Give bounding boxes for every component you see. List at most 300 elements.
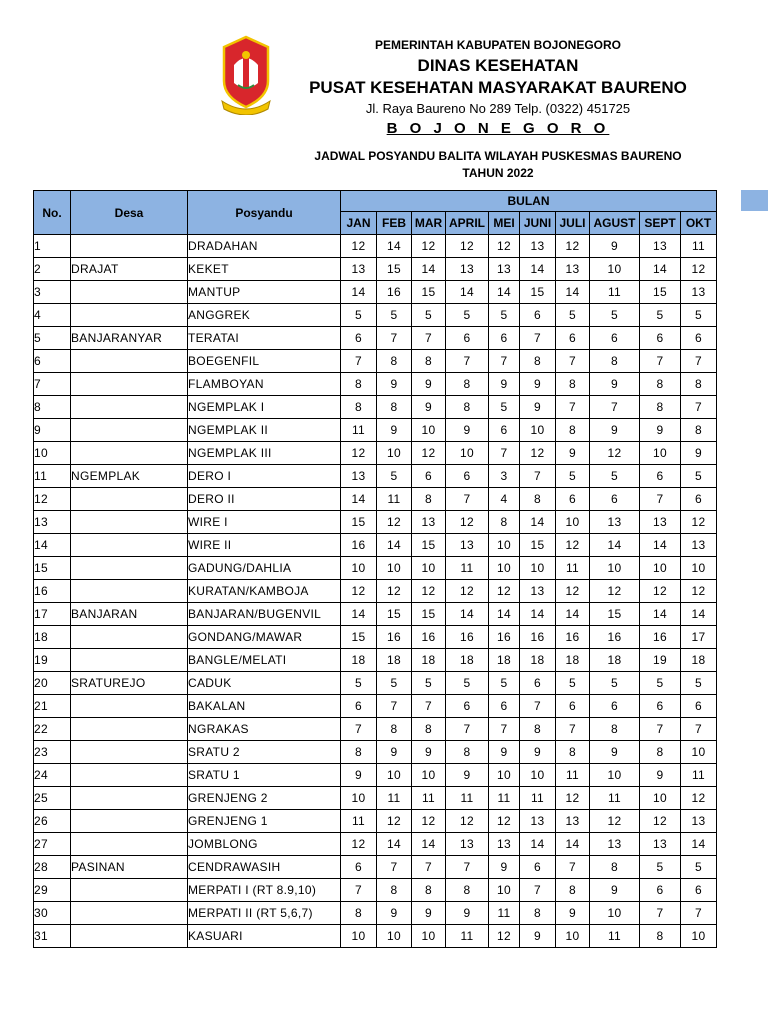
schedule-date-cell: 16 <box>640 626 681 649</box>
schedule-date-cell: 9 <box>590 419 640 442</box>
schedule-date-cell: 9 <box>489 741 520 764</box>
column-header-no: No. <box>34 191 71 235</box>
schedule-date-cell: 14 <box>341 281 377 304</box>
schedule-date-cell: 9 <box>377 373 412 396</box>
table-row <box>34 902 717 925</box>
schedule-date-cell: 5 <box>556 465 590 488</box>
desa-cell <box>71 281 188 304</box>
schedule-date-cell: 11 <box>489 902 520 925</box>
schedule-date-cell: 16 <box>377 281 412 304</box>
column-header-desa: Desa <box>71 191 188 235</box>
document-header <box>0 0 768 190</box>
schedule-date-cell: 12 <box>341 235 377 258</box>
table-row <box>34 672 717 695</box>
schedule-date-cell: 6 <box>640 879 681 902</box>
schedule-date-cell: 5 <box>489 672 520 695</box>
desa-cell <box>71 534 188 557</box>
schedule-date-cell: 10 <box>446 442 489 465</box>
table-row <box>34 442 717 465</box>
schedule-date-cell: 11 <box>446 925 489 948</box>
table-row <box>34 258 717 281</box>
schedule-date-cell: 12 <box>556 580 590 603</box>
schedule-date-cell: 10 <box>590 258 640 281</box>
schedule-date-cell: 8 <box>412 718 446 741</box>
schedule-date-cell: 12 <box>412 235 446 258</box>
schedule-date-cell: 8 <box>412 488 446 511</box>
schedule-date-cell: 5 <box>377 304 412 327</box>
schedule-date-cell: 5 <box>681 465 717 488</box>
schedule-date-cell: 16 <box>341 534 377 557</box>
schedule-date-cell: 15 <box>412 534 446 557</box>
schedule-date-cell: 14 <box>681 833 717 856</box>
posyandu-name: BANJARAN/BUGENVIL <box>188 603 341 626</box>
schedule-date-cell: 7 <box>489 442 520 465</box>
posyandu-name: BANGLE/MELATI <box>188 649 341 672</box>
schedule-date-cell: 10 <box>341 557 377 580</box>
schedule-date-cell: 5 <box>489 304 520 327</box>
schedule-date-cell: 12 <box>412 580 446 603</box>
schedule-date-cell: 9 <box>446 902 489 925</box>
schedule-date-cell: 12 <box>681 258 717 281</box>
posyandu-name: DERO II <box>188 488 341 511</box>
document-title: JADWAL POSYANDU BALITA WILAYAH PUSKESMAS BAURENO <box>314 149 682 163</box>
schedule-date-cell: 9 <box>590 373 640 396</box>
column-header-posyandu: Posyandu <box>188 191 341 235</box>
schedule-date-cell: 7 <box>489 718 520 741</box>
posyandu-name: MERPATI II (RT 5,6,7) <box>188 902 341 925</box>
schedule-date-cell: 6 <box>446 465 489 488</box>
schedule-date-cell: 7 <box>341 879 377 902</box>
row-number: 25 <box>34 787 71 810</box>
schedule-date-cell: 5 <box>377 672 412 695</box>
schedule-date-cell: 8 <box>640 396 681 419</box>
schedule-date-cell: 18 <box>556 649 590 672</box>
schedule-date-cell: 12 <box>556 534 590 557</box>
row-number: 3 <box>34 281 71 304</box>
row-number: 21 <box>34 695 71 718</box>
schedule-date-cell: 6 <box>520 304 556 327</box>
posyandu-name: GRENJENG 2 <box>188 787 341 810</box>
desa-cell <box>71 419 188 442</box>
schedule-date-cell: 6 <box>446 695 489 718</box>
schedule-date-cell: 7 <box>556 718 590 741</box>
schedule-date-cell: 5 <box>681 304 717 327</box>
schedule-date-cell: 6 <box>520 672 556 695</box>
schedule-date-cell: 16 <box>520 626 556 649</box>
schedule-date-cell: 6 <box>489 327 520 350</box>
schedule-date-cell: 18 <box>590 649 640 672</box>
row-number: 11 <box>34 465 71 488</box>
schedule-date-cell: 5 <box>640 672 681 695</box>
posyandu-name: FLAMBOYAN <box>188 373 341 396</box>
row-number: 29 <box>34 879 71 902</box>
posyandu-name: CADUK <box>188 672 341 695</box>
schedule-date-cell: 7 <box>446 856 489 879</box>
posyandu-name: KURATAN/KAMBOJA <box>188 580 341 603</box>
schedule-date-cell: 15 <box>520 534 556 557</box>
schedule-date-cell: 6 <box>681 327 717 350</box>
schedule-date-cell: 5 <box>590 465 640 488</box>
address-line: Jl. Raya Baureno No 289 Telp. (0322) 451725 <box>365 101 631 116</box>
schedule-date-cell: 10 <box>556 511 590 534</box>
schedule-date-cell: 8 <box>446 396 489 419</box>
schedule-date-cell: 11 <box>489 787 520 810</box>
schedule-date-cell: 10 <box>640 442 681 465</box>
schedule-date-cell: 5 <box>341 672 377 695</box>
schedule-date-cell: 7 <box>520 879 556 902</box>
desa-cell: BANJARANYAR <box>71 327 188 350</box>
row-number: 1 <box>34 235 71 258</box>
schedule-table <box>33 190 717 948</box>
row-number: 30 <box>34 902 71 925</box>
schedule-date-cell: 10 <box>681 925 717 948</box>
schedule-date-cell: 19 <box>640 649 681 672</box>
schedule-date-cell: 9 <box>556 442 590 465</box>
row-number: 28 <box>34 856 71 879</box>
schedule-date-cell: 15 <box>590 603 640 626</box>
schedule-date-cell: 7 <box>520 327 556 350</box>
schedule-date-cell: 13 <box>520 580 556 603</box>
schedule-date-cell: 16 <box>590 626 640 649</box>
schedule-date-cell: 6 <box>590 488 640 511</box>
month-header: JUNI <box>520 212 556 235</box>
schedule-date-cell: 15 <box>640 281 681 304</box>
schedule-date-cell: 15 <box>520 281 556 304</box>
posyandu-name: TERATAI <box>188 327 341 350</box>
schedule-date-cell: 13 <box>681 810 717 833</box>
row-number: 26 <box>34 810 71 833</box>
row-number: 13 <box>34 511 71 534</box>
desa-cell <box>71 304 188 327</box>
table-row <box>34 649 717 672</box>
posyandu-name: JOMBLONG <box>188 833 341 856</box>
table-row <box>34 580 717 603</box>
schedule-date-cell: 12 <box>489 810 520 833</box>
schedule-date-cell: 9 <box>446 419 489 442</box>
schedule-date-cell: 8 <box>556 879 590 902</box>
schedule-date-cell: 14 <box>412 258 446 281</box>
schedule-date-cell: 18 <box>446 649 489 672</box>
schedule-date-cell: 7 <box>681 350 717 373</box>
posyandu-name: SRATU 2 <box>188 741 341 764</box>
month-header: FEB <box>377 212 412 235</box>
header-fill-extension <box>741 190 768 211</box>
schedule-date-cell: 8 <box>446 741 489 764</box>
table-row <box>34 787 717 810</box>
desa-cell <box>71 350 188 373</box>
table-row <box>34 810 717 833</box>
schedule-date-cell: 7 <box>446 488 489 511</box>
schedule-date-cell: 7 <box>681 718 717 741</box>
schedule-date-cell: 7 <box>590 396 640 419</box>
schedule-date-cell: 15 <box>412 603 446 626</box>
desa-cell <box>71 741 188 764</box>
schedule-date-cell: 14 <box>556 603 590 626</box>
schedule-date-cell: 6 <box>681 488 717 511</box>
schedule-date-cell: 12 <box>341 580 377 603</box>
schedule-date-cell: 14 <box>489 281 520 304</box>
schedule-date-cell: 12 <box>446 235 489 258</box>
schedule-date-cell: 10 <box>377 442 412 465</box>
schedule-date-cell: 12 <box>489 925 520 948</box>
schedule-date-cell: 6 <box>640 465 681 488</box>
schedule-date-cell: 8 <box>412 350 446 373</box>
schedule-date-cell: 5 <box>341 304 377 327</box>
schedule-date-cell: 5 <box>446 672 489 695</box>
schedule-date-cell: 8 <box>681 373 717 396</box>
schedule-date-cell: 5 <box>489 396 520 419</box>
schedule-date-cell: 10 <box>377 764 412 787</box>
schedule-date-cell: 10 <box>590 764 640 787</box>
posyandu-name: NGEMPLAK III <box>188 442 341 465</box>
schedule-date-cell: 16 <box>377 626 412 649</box>
posyandu-name: NGEMPLAK I <box>188 396 341 419</box>
schedule-date-cell: 14 <box>341 488 377 511</box>
schedule-date-cell: 7 <box>412 856 446 879</box>
schedule-date-cell: 9 <box>590 741 640 764</box>
schedule-date-cell: 12 <box>520 442 556 465</box>
table-row <box>34 626 717 649</box>
schedule-date-cell: 9 <box>556 902 590 925</box>
posyandu-name: KEKET <box>188 258 341 281</box>
schedule-date-cell: 12 <box>412 442 446 465</box>
schedule-date-cell: 13 <box>412 511 446 534</box>
schedule-date-cell: 7 <box>681 902 717 925</box>
schedule-date-cell: 8 <box>640 373 681 396</box>
schedule-date-cell: 7 <box>556 396 590 419</box>
schedule-date-cell: 7 <box>556 350 590 373</box>
schedule-date-cell: 6 <box>640 695 681 718</box>
row-number: 27 <box>34 833 71 856</box>
month-header: JAN <box>341 212 377 235</box>
schedule-date-cell: 8 <box>341 741 377 764</box>
schedule-date-cell: 16 <box>489 626 520 649</box>
table-row <box>34 925 717 948</box>
schedule-date-cell: 8 <box>640 741 681 764</box>
schedule-date-cell: 7 <box>341 350 377 373</box>
schedule-date-cell: 7 <box>640 488 681 511</box>
row-number: 6 <box>34 350 71 373</box>
desa-cell <box>71 764 188 787</box>
schedule-date-cell: 8 <box>520 350 556 373</box>
schedule-date-cell: 6 <box>640 327 681 350</box>
posyandu-name: GRENJENG 1 <box>188 810 341 833</box>
schedule-date-cell: 8 <box>446 879 489 902</box>
schedule-date-cell: 15 <box>377 603 412 626</box>
schedule-date-cell: 8 <box>341 902 377 925</box>
schedule-date-cell: 10 <box>489 764 520 787</box>
schedule-date-cell: 9 <box>640 419 681 442</box>
schedule-date-cell: 13 <box>640 511 681 534</box>
schedule-date-cell: 14 <box>556 281 590 304</box>
schedule-date-cell: 18 <box>341 649 377 672</box>
posyandu-name: NGEMPLAK II <box>188 419 341 442</box>
schedule-date-cell: 7 <box>640 718 681 741</box>
schedule-date-cell: 5 <box>556 672 590 695</box>
desa-cell <box>71 695 188 718</box>
schedule-date-cell: 18 <box>412 649 446 672</box>
schedule-date-cell: 10 <box>681 557 717 580</box>
schedule-date-cell: 7 <box>377 327 412 350</box>
desa-cell <box>71 626 188 649</box>
schedule-date-cell: 8 <box>446 373 489 396</box>
schedule-date-cell: 8 <box>520 718 556 741</box>
row-number: 10 <box>34 442 71 465</box>
posyandu-name: WIRE I <box>188 511 341 534</box>
schedule-date-cell: 5 <box>640 856 681 879</box>
schedule-date-cell: 6 <box>590 327 640 350</box>
schedule-date-cell: 14 <box>489 603 520 626</box>
desa-cell <box>71 902 188 925</box>
schedule-date-cell: 8 <box>590 856 640 879</box>
desa-cell <box>71 580 188 603</box>
schedule-date-cell: 14 <box>446 603 489 626</box>
schedule-date-cell: 14 <box>681 603 717 626</box>
schedule-date-cell: 9 <box>446 764 489 787</box>
schedule-date-cell: 7 <box>446 718 489 741</box>
schedule-date-cell: 9 <box>520 925 556 948</box>
schedule-date-cell: 12 <box>412 810 446 833</box>
schedule-date-cell: 12 <box>446 580 489 603</box>
schedule-date-cell: 16 <box>412 626 446 649</box>
schedule-date-cell: 10 <box>520 764 556 787</box>
schedule-date-cell: 13 <box>520 235 556 258</box>
table-row <box>34 350 717 373</box>
desa-cell <box>71 396 188 419</box>
table-row <box>34 465 717 488</box>
row-number: 14 <box>34 534 71 557</box>
posyandu-name: WIRE II <box>188 534 341 557</box>
schedule-date-cell: 13 <box>590 833 640 856</box>
schedule-date-cell: 8 <box>412 879 446 902</box>
schedule-date-cell: 14 <box>446 281 489 304</box>
row-number: 22 <box>34 718 71 741</box>
schedule-date-cell: 7 <box>341 718 377 741</box>
schedule-date-cell: 12 <box>590 810 640 833</box>
schedule-date-cell: 12 <box>341 833 377 856</box>
schedule-date-cell: 7 <box>640 350 681 373</box>
schedule-date-cell: 9 <box>520 741 556 764</box>
table-row <box>34 603 717 626</box>
schedule-date-cell: 10 <box>640 787 681 810</box>
schedule-date-cell: 12 <box>681 511 717 534</box>
posyandu-name: MANTUP <box>188 281 341 304</box>
schedule-date-cell: 8 <box>681 419 717 442</box>
table-row <box>34 534 717 557</box>
schedule-date-cell: 6 <box>489 695 520 718</box>
schedule-date-cell: 11 <box>590 925 640 948</box>
schedule-date-cell: 9 <box>377 419 412 442</box>
schedule-date-cell: 5 <box>681 672 717 695</box>
table-body <box>34 235 717 948</box>
schedule-date-cell: 10 <box>520 557 556 580</box>
row-number: 5 <box>34 327 71 350</box>
schedule-date-cell: 10 <box>520 419 556 442</box>
schedule-date-cell: 8 <box>520 902 556 925</box>
schedule-date-cell: 14 <box>640 603 681 626</box>
schedule-date-cell: 6 <box>681 879 717 902</box>
posyandu-name: ANGGREK <box>188 304 341 327</box>
institution-name: PUSAT KESEHATAN MASYARAKAT BAURENO <box>309 78 687 97</box>
table-row <box>34 833 717 856</box>
month-header: OKT <box>681 212 717 235</box>
row-number: 16 <box>34 580 71 603</box>
schedule-date-cell: 10 <box>489 534 520 557</box>
schedule-date-cell: 3 <box>489 465 520 488</box>
schedule-date-cell: 14 <box>640 534 681 557</box>
schedule-date-cell: 8 <box>341 396 377 419</box>
table-row <box>34 235 717 258</box>
government-name: PEMERINTAH KABUPATEN BOJONEGORO <box>374 38 621 52</box>
row-number: 15 <box>34 557 71 580</box>
schedule-date-cell: 18 <box>377 649 412 672</box>
schedule-date-cell: 10 <box>412 764 446 787</box>
month-header: JULI <box>556 212 590 235</box>
month-header: AGUST <box>590 212 640 235</box>
schedule-date-cell: 10 <box>489 879 520 902</box>
posyandu-name: GONDANG/MAWAR <box>188 626 341 649</box>
table-row <box>34 511 717 534</box>
schedule-date-cell: 14 <box>377 534 412 557</box>
schedule-date-cell: 11 <box>412 787 446 810</box>
schedule-date-cell: 13 <box>640 235 681 258</box>
schedule-date-cell: 5 <box>681 856 717 879</box>
desa-cell <box>71 511 188 534</box>
schedule-date-cell: 17 <box>681 626 717 649</box>
table-row <box>34 304 717 327</box>
schedule-date-cell: 12 <box>446 810 489 833</box>
schedule-date-cell: 7 <box>412 327 446 350</box>
desa-cell <box>71 718 188 741</box>
month-header: APRIL <box>446 212 489 235</box>
schedule-date-cell: 9 <box>412 902 446 925</box>
desa-cell <box>71 879 188 902</box>
schedule-date-cell: 10 <box>377 557 412 580</box>
schedule-date-cell: 15 <box>341 511 377 534</box>
schedule-date-cell: 8 <box>341 373 377 396</box>
table-row <box>34 396 717 419</box>
schedule-date-cell: 12 <box>590 580 640 603</box>
schedule-date-cell: 15 <box>341 626 377 649</box>
schedule-date-cell: 5 <box>556 304 590 327</box>
schedule-date-cell: 6 <box>341 856 377 879</box>
schedule-date-cell: 12 <box>377 580 412 603</box>
schedule-date-cell: 9 <box>590 879 640 902</box>
desa-cell <box>71 925 188 948</box>
schedule-date-cell: 5 <box>412 304 446 327</box>
desa-cell: SRATUREJO <box>71 672 188 695</box>
schedule-date-cell: 14 <box>341 603 377 626</box>
desa-cell <box>71 235 188 258</box>
desa-cell: PASINAN <box>71 856 188 879</box>
schedule-date-cell: 8 <box>377 396 412 419</box>
row-number: 2 <box>34 258 71 281</box>
desa-cell: DRAJAT <box>71 258 188 281</box>
schedule-date-cell: 8 <box>556 419 590 442</box>
schedule-date-cell: 14 <box>377 833 412 856</box>
schedule-date-cell: 7 <box>520 465 556 488</box>
schedule-date-cell: 10 <box>341 925 377 948</box>
month-header: SEPT <box>640 212 681 235</box>
schedule-date-cell: 11 <box>520 787 556 810</box>
schedule-date-cell: 12 <box>341 442 377 465</box>
schedule-date-cell: 13 <box>446 833 489 856</box>
schedule-date-cell: 8 <box>377 718 412 741</box>
schedule-date-cell: 6 <box>446 327 489 350</box>
posyandu-name: DERO I <box>188 465 341 488</box>
posyandu-name: KASUARI <box>188 925 341 948</box>
city-name: B O J O N E G O R O <box>386 120 610 137</box>
